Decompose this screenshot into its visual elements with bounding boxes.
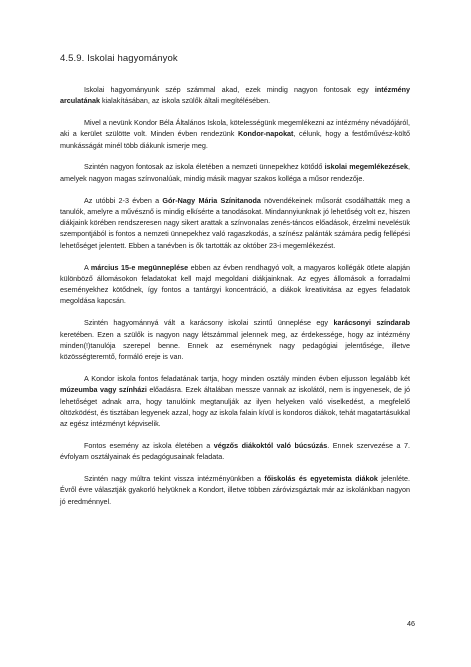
bold-phrase: Kondor-napokat [237,129,294,139]
paragraph [60,262,410,307]
text-run: Az utóbbi 2-3 évben a [84,195,163,205]
paragraph [60,117,410,151]
paragraph [60,84,410,107]
text-run: . Ennek szervezése a 7. évfolyam osztályainak és pedagógusainak feladata. [60,440,410,462]
text-run: kialakításában, az iskola szülők általi megítélésében. [99,96,271,106]
bold-phrase: múzeumba vagy színházi [60,385,147,395]
text-run: ebben az évben rendhagyó volt, a magyaros kollégák ötlete alapján különböző állomásokon feladatokat kell majd megoldani diákjainknak. Az egyes állomások a forradalmi eseményekhez kötődnek, így fontos a tantárgyi koncentráció, a diákok kreativitása az egyes feladatok megoldása kapcsán. [60,262,410,306]
section-heading: 4.5.9. Iskolai hagyományok [60,53,178,64]
text-run: Mivel a nevünk Kondor Béla Általános Iskola, kötelességünk megemlékezni az intézmény névadójáról, aki a kerület szülötte volt. Minden évben rendezünk [60,118,410,139]
text-run: A Kondor iskola fontos feladatának tartja, hogy minden osztály minden évben eljusson legalább két [84,373,410,383]
text-run: előadásra. Ezek általában messze vannak az iskolától, nem is ingyenesek, de jó lehetőséget adnak arra, hogy tanulóink megtanulják az ilyen helyeken való viselkedést, a megfelelő öltözködést, és tisztában legyenek azzal, hogy az iskola falain kívül is kondoros diákok, tehát magatartásukkal az egész intézményt képviselik. [60,385,410,429]
page-number: 46 [407,619,415,628]
text-run: Szintén nagy múltra tekint vissza intézményünkben a [84,474,265,484]
text-run: A [84,262,91,272]
bold-phrase: intézmény arculatának [60,85,410,106]
bold-phrase: karácsonyi színdarab [333,318,410,328]
text-run: Szintén hagyománnyá vált a karácsony iskolai szintű ünneplése egy [84,318,334,328]
text-run: , amelyek nagyon magas színvonalúak, mindig másik magyar szakos kolléga a műsor rendezője. [60,162,410,183]
paragraph [60,317,410,362]
text-run: , célunk, hogy a festőművész-költő munkásságát minél több diákunk ismerje meg. [60,129,410,150]
bold-phrase: főiskolás és egyetemista diákok [264,474,378,484]
bold-phrase: Gór-Nagy Mária Színitanoda [162,195,261,205]
body-text [60,84,410,517]
paragraph [60,473,410,507]
text-run: Fontos esemény az iskola életében a [84,440,214,450]
bold-phrase: március 15-e megünneplése [90,262,189,272]
text-run: Iskolai hagyományunk szép számmal akad, ezek mindig nagyon fontosak egy [84,85,375,94]
text-run: Szintén nagyon fontosak az iskola életében a nemzeti ünnepekhez kötődő [84,162,325,172]
text-run: keretében. Ezen a szülők is nagyon nagy létszámmal jelennek meg, az érdekessége, hogy az intézmény minden(!)tanulója szerepel benne. Ennek az eseménynek nagy pedagógiai jelentősége, illetve közösségteremtő, formáló ereje is van. [60,329,410,362]
paragraph [60,373,410,429]
paragraph [60,161,410,184]
paragraph [60,440,410,463]
text-run: jelenléte. Évről évre választják gyakorló helyüknek a Kondort, illetve többen záróvizsgáztak már az iskolánkban nagyon jó eredménnyel. [60,474,410,506]
bold-phrase: végzős diákoktól való búcsúzás [213,440,328,450]
bold-phrase: iskolai megemlékezések [324,162,408,172]
text-run: növendékeinek műsorát csodálhatták meg a tanulók, amelyre a művésznő is mindig elkísérte a tanodásokat. Mindannyiunknak jó lehetőség volt ez, hiszen diákjaink körében rendszeresen nagy sikert arattak a színvonalas zenés-táncos előadások, érzelmi nevelésük szempontjából is fontos a nemzeti ünnepekhez való ragaszkodás, a színész palánták számára pedig fellépési lehetőséget jelentett. Ebben a tanévben is ők tartották az október 23-i megemlékezést. [60,195,410,250]
paragraph [60,195,410,251]
